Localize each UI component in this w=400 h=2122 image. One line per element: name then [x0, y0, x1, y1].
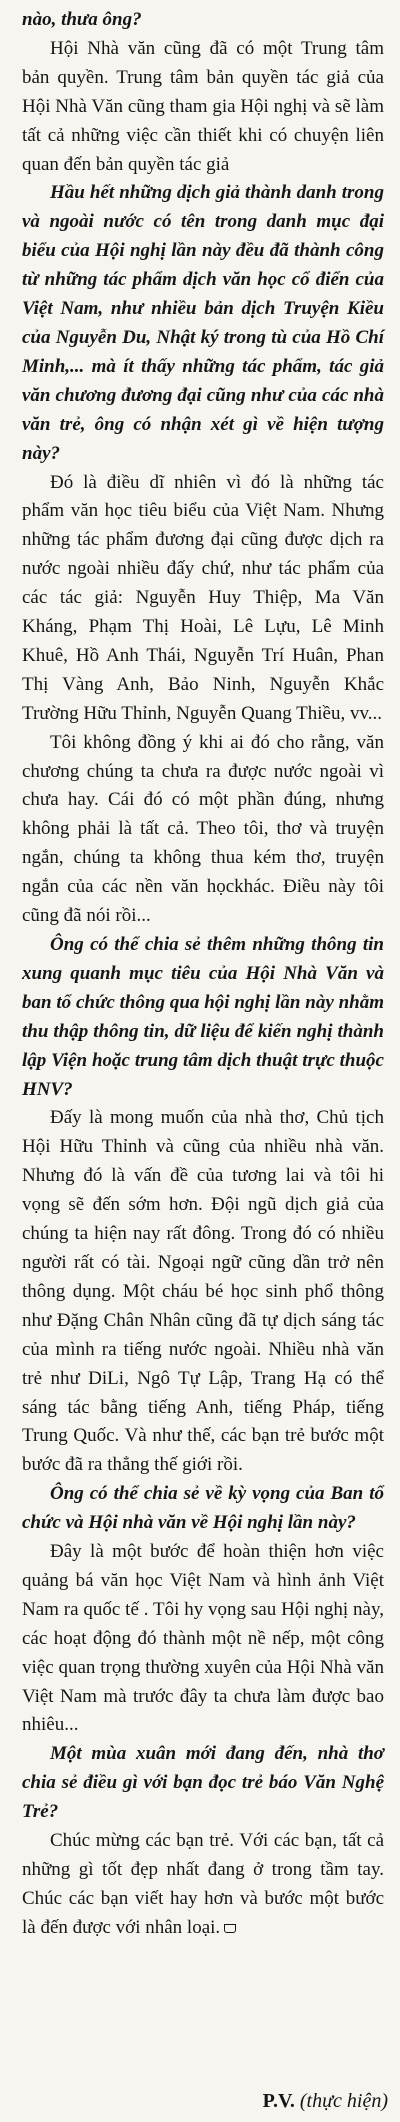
interview-question: Ông có thể chia sẻ thêm những thông tin xung quanh mục tiêu của Hội Nhà Văn và ban tổ chức thông qua hội nghị lần này nhằm thu thập thông tin, dữ liệu để kiến nghị thành lập Viện hoặc trung tâm dịch thuật trực thuộc HNV?: [22, 934, 384, 1100]
interview-answer: Đây là một bước để hoàn thiện hơn việc quảng bá văn học Việt Nam và hình ảnh Việt Nam ra quốc tế . Tôi hy vọng sau Hội nghị này, các hoạt động đó thành một nề nếp, một công việc quan trọng thường xuyên của Hội Nhà văn Việt Nam mà trước đây ta chưa làm được bao nhiêu...: [22, 1541, 384, 1736]
byline-note: (thực hiện): [299, 2090, 388, 2112]
interview-answer: Đấy là mong muốn của nhà thơ, Chủ tịch Hội Hữu Thỉnh và cũng của nhiều nhà văn. Nhưng đó là vấn đề của tương lai và tôi hi vọng sẽ đến sớm hơn. Đội ngũ dịch giả của chúng ta hiện nay rất đông. Trong đó có nhiều người rất có tài. Ngoại ngữ cũng dần trở nên thông dụng. Một cháu bé học sinh phổ thông như Đặng Chân Nhân cũng đã tự dịch sáng tác của mình ra tiếng nước ngoài. Nhiều nhà văn trẻ như DiLi, Ngô Tự Lập, Trang Hạ có thể sáng tác bằng tiếng Anh, tiếng Pháp, tiếng Trung Quốc. Và như thế, các bạn trẻ bước một bước đã ra thẳng thế giới rồi.: [22, 1107, 384, 1476]
interview-question: nào, thưa ông?: [22, 9, 142, 30]
interview-question: Một mùa xuân mới đang đến, nhà thơ chia sẻ điều gì với bạn đọc trẻ báo Văn Nghệ Trẻ?: [22, 1743, 384, 1823]
byline-author: P.V.: [262, 2090, 295, 2112]
interview-answer-final: [22, 1827, 384, 1943]
interview-answer: Đó là điều dĩ nhiên vì đó là những tác phẩm văn học tiêu biểu của Việt Nam. Nhưng những tác phẩm đương đại cũng được dịch ra nước ngoài nhiều đấy chứ, như tác phẩm của các tác giả: Nguyễn Huy Thiệp, Ma Văn Kháng, Phạm Thị Hoài, Lê Lựu, Lê Minh Khuê, Hồ Anh Thái, Nguyễn Trí Huân, Phan Thị Vàng Anh, Bảo Ninh, Nguyễn Khắc Trường Hữu Thỉnh, Nguyễn Quang Thiều, vv...: [22, 471, 384, 724]
final-answer-text: Chúc mừng các bạn trẻ. Với các bạn, tất cả những gì tốt đẹp nhất đang ở trong tầm tay. Chúc các bạn viết hay hơn và bước một bước là đến được với nhân loại.: [22, 1830, 384, 1938]
byline: [263, 2086, 388, 2116]
end-of-article-icon: [224, 1924, 236, 1933]
interview-answer: Hội Nhà văn cũng đã có một Trung tâm bản quyền. Trung tâm bản quyền tác giả của Hội Nhà Văn cũng tham gia Hội nghị và sẽ làm tất cả những việc cần thiết khi có chuyện liên quan đến bản quyền tác giả: [22, 37, 384, 175]
interview-question: Ông có thể chia sẻ về kỳ vọng của Ban tổ chức và Hội nhà văn về Hội nghị lần này?: [22, 1483, 384, 1534]
interview-question: Hầu hết những dịch giả thành danh trong và ngoài nước có tên trong danh mục đại biểu của Hội nghị lần này đều đã thành công từ những tác phẩm dịch văn học cổ điển của Việt Nam, như nhiều bản dịch Truyện Kiều của Nguyễn Du, Nhật ký trong tù của Hồ Chí Minh,... mà ít thấy những tác phẩm, tác giả văn chương đương đại cũng như của các nhà văn trẻ, ông có nhận xét gì về hiện tượng này?: [22, 182, 384, 464]
interview-answer: Tôi không đồng ý khi ai đó cho rằng, văn chương chúng ta chưa ra được nước ngoài vì chưa hay. Cái đó có một phần đúng, nhưng không phải là tất cả. Theo tôi, thơ và truyện ngắn, chúng ta không thua kém thơ, truyện ngắn của các nền văn họckhác. Điều này tôi cũng đã nói rồi...: [22, 731, 384, 927]
